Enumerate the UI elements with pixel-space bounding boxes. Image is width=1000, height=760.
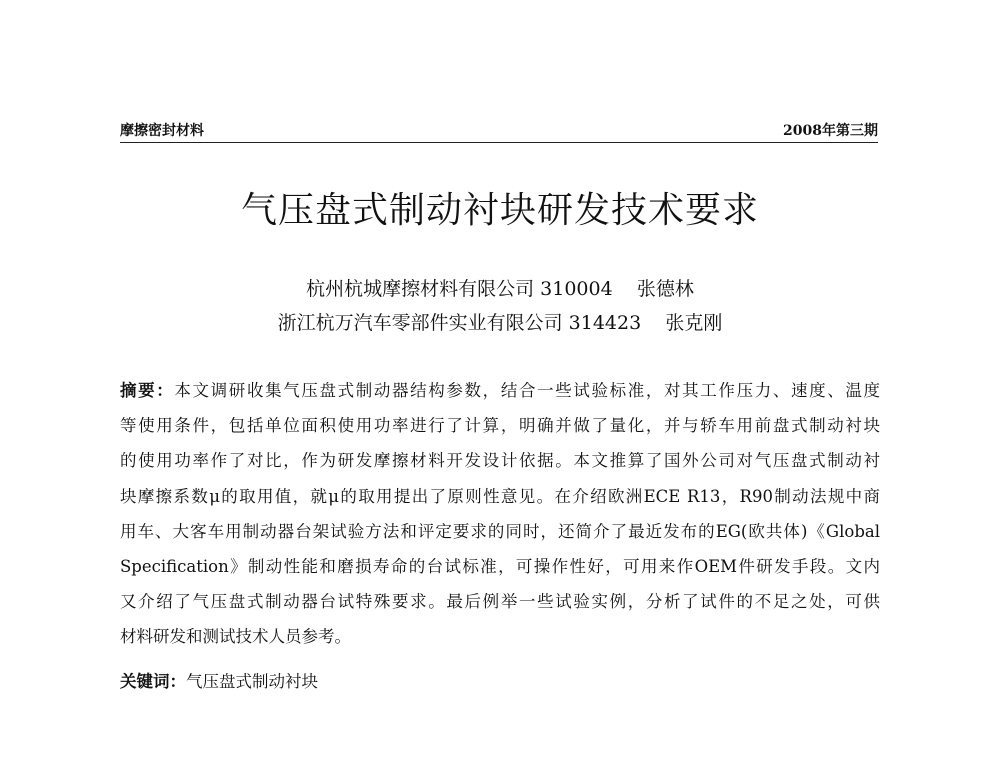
abstract-line: 又介绍了气压盘式制动器台试特殊要求。最后例举一些试验实例，分析了试件的不足之处，可供 xyxy=(120,592,880,611)
affiliation: 浙江杭万汽车零部件实业有限公司 xyxy=(277,312,563,334)
postcode: 314423 xyxy=(568,312,642,334)
keywords xyxy=(120,668,880,692)
author-name: 张克刚 xyxy=(665,312,723,334)
abstract-line: 的使用功率作了对比，作为研发摩擦材料开发设计依据。本文推算了国外公司对气压盘式制动衬 xyxy=(120,451,880,470)
abstract-text: 本文调研收集气压盘式制动器结构参数，结合一些试验标准，对其工作压力、速度、温度 xyxy=(174,381,881,400)
header-rule xyxy=(120,142,878,143)
abstract-line: 用车、大客车用制动器台架试验方法和评定要求的同时，还简介了最近发布的EG(欧共体)《Global xyxy=(120,522,880,541)
author-line-2 xyxy=(0,308,1000,335)
abstract-label: 摘要： xyxy=(120,381,175,400)
abstract-line xyxy=(120,377,880,401)
abstract-line: 材料研发和测试技术人员参考。 xyxy=(120,627,351,646)
abstract-line: Specification》制动性能和磨损寿命的台试标准，可操作性好，可用来作OEM件研发手段。文内 xyxy=(120,557,880,576)
abstract-line: 块摩擦系数μ的取用值，就μ的取用提出了原则性意见。在介绍欧洲ECE R13，R90制动法规中商 xyxy=(120,487,880,506)
keywords-value: 气压盘式制动衬块 xyxy=(186,672,318,691)
author-name: 张德林 xyxy=(636,278,694,300)
affiliation: 杭州杭城摩擦材料有限公司 xyxy=(306,278,535,300)
issue-label: 2008年第三期 xyxy=(783,123,878,139)
journal-name: 摩擦密封材料 xyxy=(120,123,204,139)
article-title: 气压盘式制动衬块研发技术要求 xyxy=(240,190,759,231)
postcode: 310004 xyxy=(540,278,613,300)
keywords-label: 关键词： xyxy=(120,672,186,691)
abstract-line: 等使用条件，包括单位面积使用功率进行了计算，明确并做了量化，并与轿车用前盘式制动衬块 xyxy=(120,416,880,435)
author-line-1 xyxy=(0,274,1000,301)
